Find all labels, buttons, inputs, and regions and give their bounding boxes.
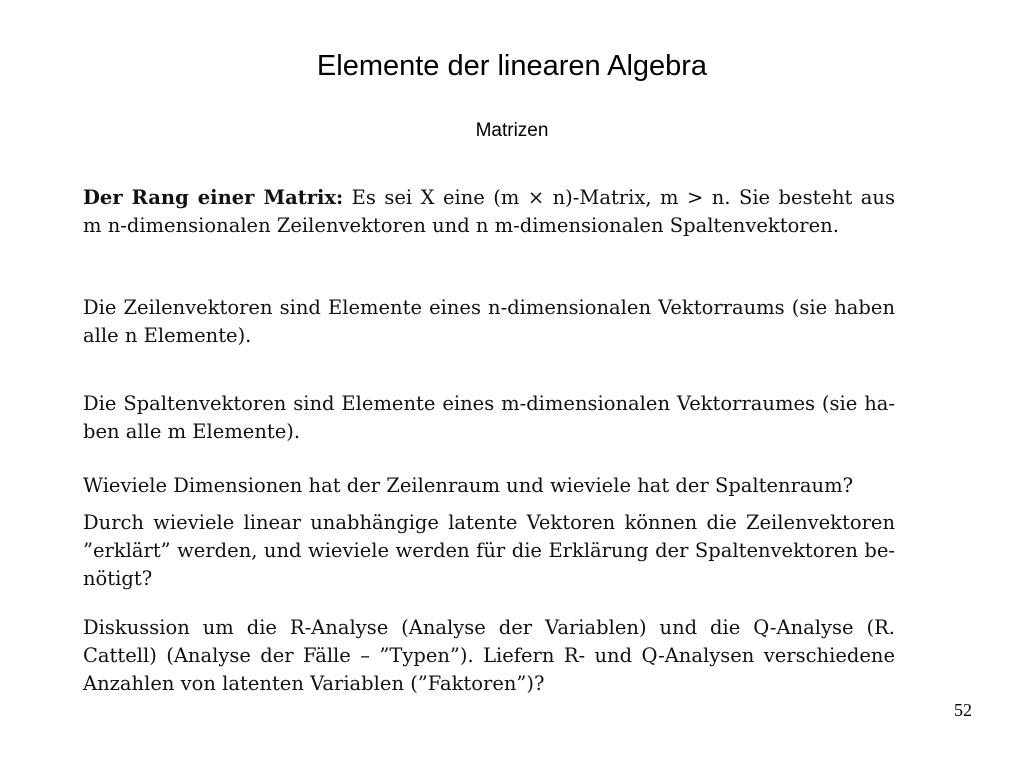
paragraph-rank-definition (83, 184, 895, 240)
page-number: 52 (954, 700, 972, 720)
paragraph-row-vectors (83, 294, 895, 350)
paragraph-line: Cattell) (Analyse der Fälle – ”Typen”). Liefern R- und Q-Analysen verschiedene (83, 644, 895, 667)
paragraph-r-q-analysis (83, 614, 895, 698)
paragraph-dimensions-question (83, 472, 895, 500)
paragraph-line: nötigt? (83, 567, 153, 590)
paragraph-latent-vectors-question (83, 509, 895, 593)
paragraph-line: m n-dimensionalen Zeilenvektoren und n m-dimensionalen Spaltenvektoren. (83, 214, 839, 237)
paragraph-column-vectors (83, 390, 895, 446)
slide-title: Elemente der linearen Algebra (316, 50, 708, 82)
paragraph-line: ”erklärt” werden, und wieviele werden für die Erklärung der Spaltenvektoren be- (83, 539, 895, 562)
paragraph-line: Durch wieviele linear unabhängige latente Vektoren können die Zeilenvektoren (83, 511, 895, 534)
paragraph-line: alle n Elemente). (83, 324, 252, 347)
slide-subtitle: Matrizen (475, 120, 549, 141)
paragraph-line: Anzahlen von latenten Variablen (”Faktoren”)? (83, 672, 545, 695)
definition-label: Der Rang einer Matrix: (83, 186, 344, 209)
paragraph-line: Diskussion um die R-Analyse (Analyse der Variablen) und die Q-Analyse (R. (83, 616, 895, 639)
paragraph-line: ben alle m Elemente). (83, 420, 301, 443)
definition-text: Es sei X eine (m × n)-Matrix, m > n. Sie besteht aus (343, 186, 895, 209)
paragraph-line: Die Spaltenvektoren sind Elemente eines m-dimensionalen Vektorraumes (sie ha- (83, 392, 895, 415)
paragraph-line: Die Zeilenvektoren sind Elemente eines n-dimensionalen Vektorraums (sie haben (83, 296, 895, 319)
paragraph-line: Wieviele Dimensionen hat der Zeilenraum und wieviele hat der Spaltenraum? (83, 474, 854, 497)
paragraph-line (83, 184, 895, 212)
